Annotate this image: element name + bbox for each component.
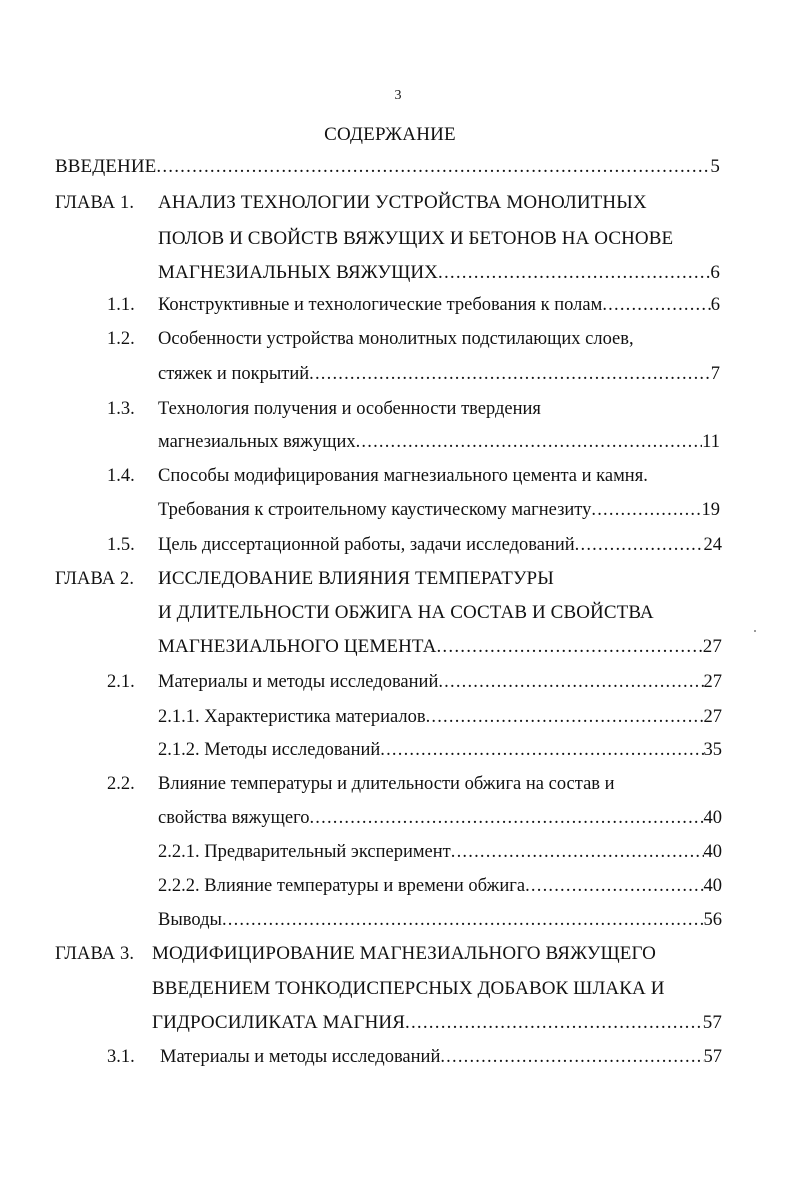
- toc-page-number: 7: [710, 364, 720, 384]
- toc-entry-2-1[interactable]: [158, 668, 722, 696]
- dot-leader: [380, 736, 703, 764]
- section-number: 3.1.: [107, 1047, 135, 1067]
- toc-entry-label: МОДИФИЦИРОВАНИЕ МАГНЕЗИАЛЬНОГО ВЯЖУЩЕГО: [152, 943, 656, 964]
- toc-entry-label: 2.1.2. Методы исследований: [158, 740, 381, 760]
- toc-entry-ch1-line1[interactable]: [158, 189, 718, 217]
- toc-page-number: 11: [702, 432, 720, 452]
- chapter-number: ГЛАВА 3.: [55, 944, 135, 964]
- page-title: СОДЕРЖАНИЕ: [324, 124, 456, 145]
- dot-leader: [309, 804, 703, 832]
- toc-entry-label: Материалы и методы исследований: [158, 672, 439, 692]
- toc-page-number: 27: [703, 672, 722, 692]
- toc-entry-1-1[interactable]: [158, 291, 720, 319]
- toc-entry-label: Выводы: [158, 910, 222, 930]
- toc-entry-label: Влияние температуры и длительности обжига на состав и: [158, 774, 615, 794]
- toc-entry-label: 2.1.1. Характеристика материалов: [158, 707, 426, 727]
- dot-leader: [356, 428, 703, 456]
- toc-entry-1-3-line1[interactable]: [158, 395, 720, 423]
- toc-entry-ch1-line3[interactable]: [158, 259, 720, 287]
- toc-entry-conclusions[interactable]: [158, 906, 722, 934]
- dot-leader: [222, 906, 704, 934]
- toc-page-number: 19: [701, 500, 720, 520]
- chapter-number: ГЛАВА 2.: [55, 569, 135, 589]
- toc-entry-label: Технология получения и особенности твердения: [158, 399, 541, 419]
- toc-entry-ch2-line2[interactable]: [158, 599, 718, 627]
- toc-page-number: 40: [703, 876, 722, 896]
- toc-entry-label: Конструктивные и технологические требования к полам: [158, 295, 603, 315]
- toc-entry-label: свойства вяжущего: [158, 808, 310, 828]
- toc-entry-label: ВВЕДЕНИЕМ ТОНКОДИСПЕРСНЫХ ДОБАВОК ШЛАКА И: [152, 978, 665, 999]
- toc-entry-2-2-line1[interactable]: [158, 770, 720, 798]
- dot-leader: [591, 496, 701, 524]
- toc-entry-1-5[interactable]: [158, 531, 722, 559]
- section-number: 1.1.: [107, 295, 135, 315]
- chapter-number: ГЛАВА 1.: [55, 193, 135, 213]
- dot-leader: [405, 1009, 703, 1037]
- page-number: 3: [394, 88, 402, 103]
- dot-leader: [451, 838, 704, 866]
- toc-entry-label: магнезиальных вяжущих: [158, 432, 356, 452]
- toc-page-number: 57: [703, 1047, 722, 1067]
- toc-entry-label: ВВЕДЕНИЕ: [55, 156, 157, 177]
- toc-entry-label: МАГНЕЗИАЛЬНОГО ЦЕМЕНТА: [158, 636, 437, 657]
- toc-entry-1-2-line2[interactable]: [158, 360, 720, 388]
- toc-entry-label: ГИДРОСИЛИКАТА МАГНИЯ: [152, 1012, 405, 1033]
- toc-entry-label: Особенности устройства монолитных подстилающих слоев,: [158, 329, 634, 349]
- toc-entry-label: Цель диссертационной работы, задачи исследований: [158, 535, 575, 555]
- section-number: 1.2.: [107, 329, 135, 349]
- scan-speck: [754, 630, 756, 632]
- toc-page-number: 6: [710, 295, 720, 315]
- toc-entry-label: АНАЛИЗ ТЕХНОЛОГИИ УСТРОЙСТВА МОНОЛИТНЫХ: [158, 192, 647, 213]
- dot-leader: [436, 633, 702, 661]
- toc-entry-label: стяжек и покрытий: [158, 364, 310, 384]
- toc-entry-1-3-line2[interactable]: [158, 428, 720, 456]
- toc-entry-label: Способы модифицирования магнезиального цемента и камня.: [158, 466, 648, 486]
- toc-entry-2-2-1[interactable]: [158, 838, 722, 866]
- toc-entry-label: 2.2.2. Влияние температуры и времени обжига: [158, 876, 526, 896]
- dot-leader: [156, 153, 710, 181]
- toc-entry-2-2-2[interactable]: [158, 872, 722, 900]
- toc-page-number: 40: [703, 808, 722, 828]
- dot-leader: [440, 1043, 703, 1071]
- toc-entry-1-2-line1[interactable]: [158, 325, 720, 353]
- dot-leader: [438, 668, 703, 696]
- toc-entry-ch1-line2[interactable]: [158, 225, 718, 253]
- dot-leader: [426, 703, 704, 731]
- toc-entry-label: Материалы и методы исследований: [160, 1047, 441, 1067]
- toc-entry-ch3-line3[interactable]: [152, 1009, 722, 1037]
- toc-entry-2-2-line2[interactable]: [158, 804, 722, 832]
- toc-entry-label: ПОЛОВ И СВОЙСТВ ВЯЖУЩИХ И БЕТОНОВ НА ОСНОВЕ: [158, 228, 674, 249]
- section-number: 2.1.: [107, 672, 135, 692]
- section-number: 1.4.: [107, 466, 135, 486]
- toc-page-number: 35: [703, 740, 722, 760]
- section-number: 1.5.: [107, 535, 135, 555]
- toc-entry-label: МАГНЕЗИАЛЬНЫХ ВЯЖУЩИХ: [158, 262, 438, 283]
- toc-page-number: 5: [710, 156, 720, 177]
- toc-page-number: 40: [703, 842, 722, 862]
- toc-entry-ch2-line3[interactable]: [158, 633, 722, 661]
- toc-page-number: 6: [710, 262, 720, 283]
- toc-page-number: 27: [703, 707, 722, 727]
- toc-entry-3-1[interactable]: [160, 1043, 722, 1071]
- toc-entry-label: И ДЛИТЕЛЬНОСТИ ОБЖИГА НА СОСТАВ И СВОЙСТВА: [158, 602, 654, 623]
- dot-leader: [575, 531, 704, 559]
- toc-entry-ch3-line1[interactable]: [152, 940, 720, 968]
- toc-entry-1-4-line1[interactable]: [158, 462, 723, 490]
- toc-page-number: 57: [702, 1012, 722, 1033]
- toc-entry-1-4-line2[interactable]: [158, 496, 720, 524]
- toc-entry-label: 2.2.1. Предварительный эксперимент: [158, 842, 451, 862]
- dot-leader: [438, 259, 710, 287]
- toc-page-number: 24: [703, 535, 722, 555]
- toc-entry-ch2-line1[interactable]: [158, 565, 718, 593]
- toc-entry-2-1-2[interactable]: [158, 736, 722, 764]
- dot-leader: [602, 291, 710, 319]
- section-number: 2.2.: [107, 774, 135, 794]
- toc-page-number: 27: [702, 636, 722, 657]
- toc-entry-label: ИССЛЕДОВАНИЕ ВЛИЯНИЯ ТЕМПЕРАТУРЫ: [158, 568, 554, 589]
- toc-entry-label: Требования к строительному каустическому магнезиту: [158, 500, 592, 520]
- section-number: 1.3.: [107, 399, 135, 419]
- toc-entry-ch3-line2[interactable]: [152, 975, 720, 1003]
- dot-leader: [309, 360, 711, 388]
- toc-page-number: 56: [703, 910, 722, 930]
- toc-entry-2-1-1[interactable]: [158, 703, 722, 731]
- dot-leader: [525, 872, 703, 900]
- toc-entry-intro[interactable]: [55, 153, 720, 181]
